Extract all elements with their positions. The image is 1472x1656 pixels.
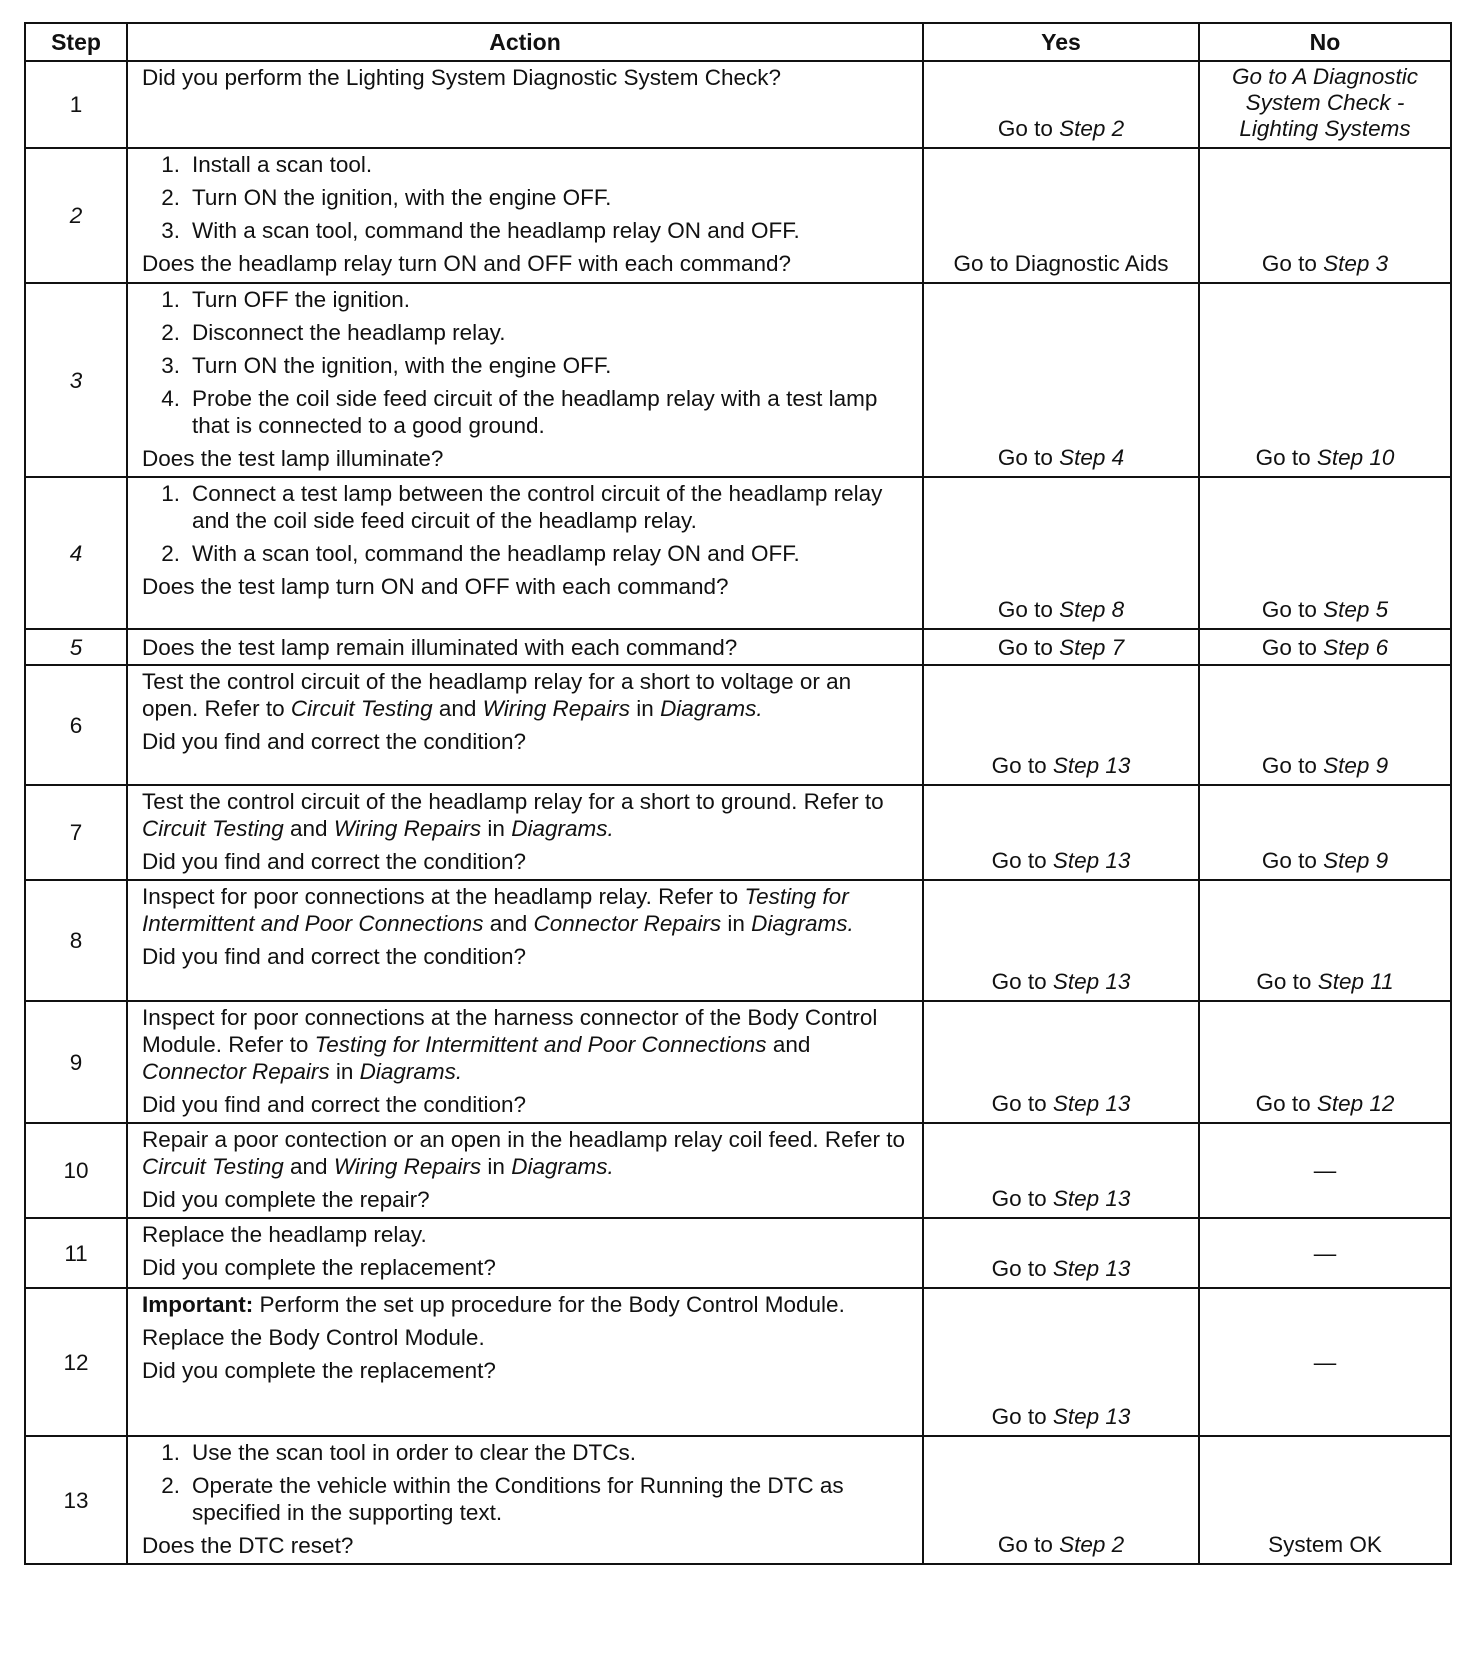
conj-in: in	[487, 1154, 505, 1179]
table-row	[25, 785, 1451, 880]
no-cell	[1199, 665, 1451, 785]
action-item	[142, 286, 912, 313]
no-step-link: Step 10	[1316, 445, 1395, 470]
conj-in: in	[636, 696, 654, 721]
no-cell: —	[1199, 1288, 1451, 1436]
no-prefix: Go to	[1261, 753, 1317, 778]
yes-prefix: Go to	[991, 753, 1047, 778]
question-text: Does the test lamp turn ON and OFF with each command?	[142, 574, 729, 599]
item-number: 1.	[161, 287, 180, 312]
yes-step-link: Step 13	[1052, 848, 1131, 873]
yes-cell	[923, 1218, 1199, 1288]
yes-step-link: Step 13	[1052, 1404, 1131, 1429]
yes-cell	[923, 1288, 1199, 1436]
no-prefix: Go to	[1256, 969, 1312, 994]
item-text: Turn OFF the ignition.	[192, 287, 411, 312]
table-row	[25, 1218, 1451, 1288]
header-yes: Yes	[923, 23, 1199, 61]
no-cell	[1199, 1001, 1451, 1123]
header-step: Step	[25, 23, 127, 61]
step-number: 1	[25, 61, 127, 148]
action-cell	[127, 880, 923, 1001]
no-step-link: Step 3	[1323, 251, 1389, 276]
action-item	[142, 540, 912, 567]
step-number: 4	[25, 477, 127, 629]
no-step-link: Step 6	[1323, 634, 1389, 660]
ref-diagrams: Diagrams.	[511, 1154, 614, 1179]
step-number: 12	[25, 1288, 127, 1436]
yes-cell	[923, 1436, 1199, 1564]
yes-prefix: Go to	[991, 1256, 1047, 1281]
item-number: 3.	[161, 353, 180, 378]
diagnostic-document	[24, 22, 1450, 1565]
no-cell: System OK	[1199, 1436, 1451, 1564]
yes-step-link: Step 4	[1059, 445, 1125, 470]
yes-prefix: Go to	[991, 1186, 1047, 1211]
no-step-link: Step 9	[1323, 753, 1389, 778]
ref-diagrams: Diagrams.	[359, 1059, 463, 1084]
item-text: Disconnect the headlamp relay.	[192, 320, 506, 345]
table-row	[25, 283, 1451, 477]
table-row	[25, 61, 1451, 148]
action-cell	[127, 283, 923, 477]
item-number: 2.	[161, 1473, 180, 1498]
step-number: 11	[25, 1218, 127, 1288]
header-row	[25, 23, 1451, 61]
conj-and: and	[290, 1154, 328, 1179]
item-text: Connect a test lamp between the control circuit of the headlamp relay and the coil side feed circuit of the headlamp relay.	[192, 481, 883, 533]
instruction-text: Replace the headlamp relay.	[142, 1222, 427, 1247]
action-cell	[127, 148, 923, 283]
action-cell	[127, 1123, 923, 1218]
instruction-text	[142, 1126, 912, 1180]
instruction-main: Inspect for poor connections at the headlamp relay. Refer to	[142, 884, 739, 909]
header-action: Action	[127, 23, 923, 61]
ref-circuit-testing: Circuit Testing	[142, 816, 284, 841]
instruction-text	[142, 668, 912, 722]
action-item	[142, 352, 912, 379]
action-item	[142, 184, 912, 211]
conj-in: in	[487, 816, 505, 841]
no-cell	[1199, 880, 1451, 1001]
no-prefix: Go to	[1261, 251, 1317, 276]
question-text: Does the headlamp relay turn ON and OFF with each command?	[142, 251, 792, 276]
yes-step-link: Step 13	[1052, 1091, 1131, 1116]
instruction-main: Test the control circuit of the headlamp relay for a short to voltage or an open. Refer to	[142, 669, 852, 721]
question-text: Does the test lamp remain illuminated with each command?	[142, 634, 738, 660]
no-prefix: Go to	[1255, 445, 1311, 470]
table-row	[25, 1436, 1451, 1564]
no-step-link: Step 5	[1323, 597, 1389, 622]
action-cell	[127, 785, 923, 880]
no-step-link: Step 12	[1316, 1091, 1395, 1116]
item-number: 1.	[161, 152, 180, 177]
action-cell	[127, 1001, 923, 1123]
item-text: Operate the vehicle within the Conditions for Running the DTC as specified in the supporting text.	[192, 1473, 844, 1525]
conj-and: and	[489, 911, 528, 936]
item-number: 1.	[161, 481, 180, 506]
action-cell	[127, 61, 923, 148]
instruction-main: Inspect for poor connections at the harness connector of the Body Control Module. Refer to	[142, 1005, 878, 1057]
item-text: Turn ON the ignition, with the engine OFF.	[192, 353, 612, 378]
no-cell	[1199, 283, 1451, 477]
yes-cell	[923, 477, 1199, 629]
question-text: Does the test lamp illuminate?	[142, 446, 444, 471]
action-cell	[127, 629, 923, 665]
yes-prefix: Go to	[991, 1404, 1047, 1429]
yes-cell: Go to Diagnostic Aids	[923, 148, 1199, 283]
item-number: 4.	[161, 386, 180, 411]
important-note	[142, 1291, 912, 1318]
item-text: Probe the coil side feed circuit of the headlamp relay with a test lamp that is connected to a good ground.	[192, 386, 878, 438]
item-number: 1.	[161, 1440, 180, 1465]
action-cell	[127, 477, 923, 629]
ref-testing-intermittent: Testing for Intermittent and Poor Connections	[142, 884, 849, 936]
question-text: Did you complete the repair?	[142, 1187, 430, 1212]
action-cell	[127, 665, 923, 785]
conj-and: and	[438, 696, 477, 721]
yes-prefix: Go to	[997, 597, 1053, 622]
yes-prefix: Go to	[997, 445, 1053, 470]
action-item	[142, 385, 912, 439]
question-text: Did you find and correct the condition?	[142, 729, 526, 754]
action-item	[142, 319, 912, 346]
instruction-text	[142, 883, 912, 937]
diagnostic-table	[24, 22, 1452, 1565]
ref-diagrams: Diagrams.	[751, 911, 854, 936]
step-number: 3	[25, 283, 127, 477]
action-cell	[127, 1218, 923, 1288]
yes-prefix: Go to	[991, 969, 1047, 994]
instruction-text: Replace the Body Control Module.	[142, 1325, 485, 1350]
table-row	[25, 1123, 1451, 1218]
item-text: Use the scan tool in order to clear the DTCs.	[192, 1440, 636, 1465]
ref-diagrams: Diagrams.	[660, 696, 763, 721]
no-cell	[1199, 477, 1451, 629]
important-label: Important:	[142, 1292, 254, 1317]
instruction-text	[142, 1004, 912, 1085]
action-item	[142, 151, 912, 178]
action-cell	[127, 1288, 923, 1436]
item-number: 2.	[161, 185, 180, 210]
important-text: Perform the set up procedure for the Body Control Module.	[259, 1292, 845, 1317]
yes-cell	[923, 283, 1199, 477]
conj-and: and	[772, 1032, 811, 1057]
item-text: With a scan tool, command the headlamp relay ON and OFF.	[192, 541, 800, 566]
yes-step-link: Step 13	[1052, 1256, 1131, 1281]
yes-cell	[923, 1001, 1199, 1123]
ref-wiring-repairs: Wiring Repairs	[482, 696, 631, 721]
ref-circuit-testing: Circuit Testing	[290, 696, 433, 721]
yes-prefix: Go to	[997, 1532, 1053, 1557]
yes-step-link: Step 13	[1052, 969, 1131, 994]
ref-connector-repairs: Connector Repairs	[533, 911, 722, 936]
ref-connector-repairs: Connector Repairs	[142, 1059, 330, 1084]
no-cell: —	[1199, 1123, 1451, 1218]
step-number: 2	[25, 148, 127, 283]
item-text: Install a scan tool.	[192, 152, 373, 177]
table-row	[25, 665, 1451, 785]
table-row	[25, 148, 1451, 283]
yes-cell	[923, 629, 1199, 665]
yes-step-link: Step 7	[1059, 634, 1125, 660]
table-row	[25, 629, 1451, 665]
table-row	[25, 880, 1451, 1001]
yes-prefix: Go to	[997, 116, 1053, 141]
header-no: No	[1199, 23, 1451, 61]
action-item	[142, 1439, 912, 1466]
item-text: Turn ON the ignition, with the engine OFF.	[192, 185, 612, 210]
yes-step-link: Step 13	[1052, 753, 1131, 778]
step-number: 9	[25, 1001, 127, 1123]
conj-in: in	[727, 911, 745, 936]
instruction-main: Test the control circuit of the headlamp relay for a short to ground. Refer to	[142, 789, 884, 814]
step-number: 13	[25, 1436, 127, 1564]
question-text: Did you perform the Lighting System Diagnostic System Check?	[142, 65, 782, 90]
action-cell	[127, 1436, 923, 1564]
step-number: 6	[25, 665, 127, 785]
yes-cell	[923, 785, 1199, 880]
no-cell	[1199, 785, 1451, 880]
yes-cell	[923, 880, 1199, 1001]
yes-prefix: Go to	[997, 634, 1053, 660]
item-number: 2.	[161, 320, 180, 345]
question-text: Did you complete the replacement?	[142, 1255, 496, 1280]
question-text: Did you find and correct the condition?	[142, 1092, 526, 1117]
action-item	[142, 1472, 912, 1526]
ref-wiring-repairs: Wiring Repairs	[333, 1154, 482, 1179]
conj-and: and	[290, 816, 328, 841]
action-item	[142, 480, 912, 534]
step-number: 7	[25, 785, 127, 880]
yes-step-link: Step 8	[1059, 597, 1125, 622]
no-cell	[1199, 148, 1451, 283]
instruction-text	[142, 788, 912, 842]
yes-prefix: Go to	[991, 1091, 1047, 1116]
no-prefix: Go to	[1261, 597, 1317, 622]
step-number: 10	[25, 1123, 127, 1218]
ref-testing-intermittent: Testing for Intermittent and Poor Connections	[314, 1032, 767, 1057]
item-number: 2.	[161, 541, 180, 566]
no-prefix: Go to	[1261, 848, 1317, 873]
question-text: Does the DTC reset?	[142, 1533, 354, 1558]
item-text: With a scan tool, command the headlamp relay ON and OFF.	[192, 218, 800, 243]
item-number: 3.	[161, 218, 180, 243]
no-step-link: Step 9	[1323, 848, 1389, 873]
yes-cell	[923, 61, 1199, 148]
no-cell: —	[1199, 1218, 1451, 1288]
question-text: Did you find and correct the condition?	[142, 944, 526, 969]
no-step-link: Step 11	[1317, 969, 1394, 994]
yes-cell	[923, 1123, 1199, 1218]
no-prefix: Go to	[1261, 634, 1317, 660]
yes-cell	[923, 665, 1199, 785]
action-item	[142, 217, 912, 244]
ref-diagrams: Diagrams.	[511, 816, 614, 841]
conj-in: in	[335, 1059, 354, 1084]
question-text: Did you complete the replacement?	[142, 1358, 496, 1383]
table-row	[25, 477, 1451, 629]
step-number: 5	[25, 629, 127, 665]
yes-step-link: Step 13	[1052, 1186, 1131, 1211]
table-row	[25, 1001, 1451, 1123]
step-number: 8	[25, 880, 127, 1001]
yes-step-link: Step 2	[1059, 116, 1125, 141]
no-prefix: Go to	[1255, 1091, 1311, 1116]
table-row	[25, 1288, 1451, 1436]
instruction-main: Repair a poor contection or an open in the headlamp relay coil feed. Refer to	[142, 1127, 905, 1152]
ref-circuit-testing: Circuit Testing	[142, 1154, 284, 1179]
yes-prefix: Go to	[991, 848, 1047, 873]
yes-step-link: Step 2	[1059, 1532, 1125, 1557]
no-cell: Go to A Diagnostic System Check - Lighting Systems	[1199, 61, 1451, 148]
ref-wiring-repairs: Wiring Repairs	[333, 816, 482, 841]
question-text: Did you find and correct the condition?	[142, 849, 526, 874]
no-cell	[1199, 629, 1451, 665]
